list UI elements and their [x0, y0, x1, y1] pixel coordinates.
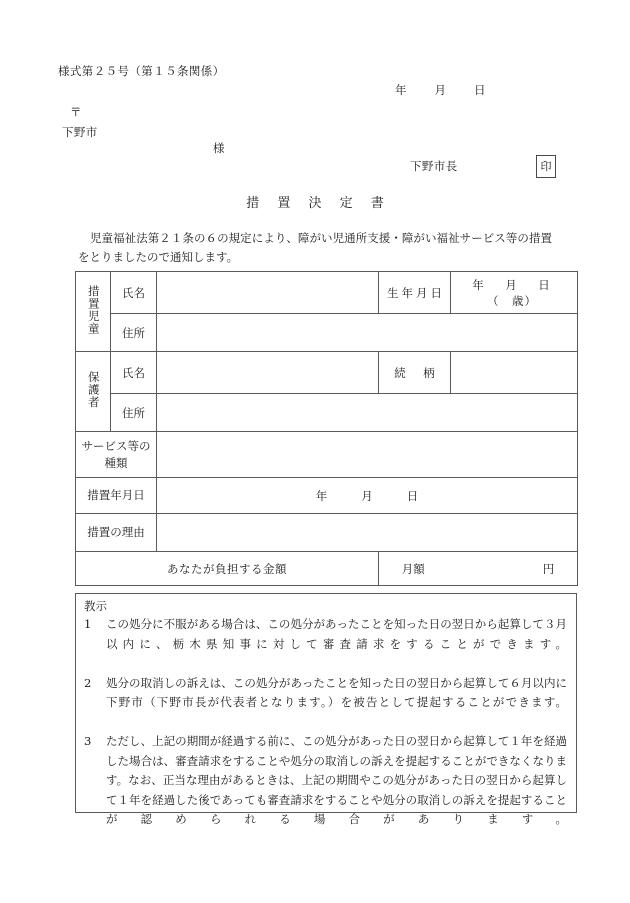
child-section-label-text: 措置児童: [86, 285, 101, 335]
recipient-honorific: 様: [213, 141, 225, 155]
service-kind-label-line2: 種類: [104, 455, 128, 470]
child-birth-field[interactable]: [451, 272, 578, 314]
table-row: [76, 432, 578, 478]
service-kind-label: [76, 432, 157, 478]
date-month-label: 月: [434, 83, 446, 97]
notice-item-text: この処分に不服がある場合は、この処分があったことを知った日の翌日から起算して３月以内に、栃木県知事に対して審査請求をすることができます。: [106, 617, 567, 651]
notice-item-number: 3: [84, 734, 92, 748]
guardian-section-label-text: 保護者: [86, 371, 101, 409]
seal-box: 印: [536, 155, 556, 178]
table-row: [76, 314, 578, 352]
postal-code-mark: 〒: [70, 105, 82, 119]
table-row: [76, 478, 578, 514]
notice-item: [84, 674, 567, 733]
guardian-address-field[interactable]: [157, 394, 578, 432]
notice-item-text: 処分の取消しの訴えは、この処分があったことを知った日の翌日から起算して６月以内に下野市（下野市長が代表者となります。）を被告として提起することができます。: [106, 675, 567, 709]
child-name-label: 氏名: [111, 272, 157, 314]
notice-item-number: 1: [84, 617, 92, 631]
service-kind-label-line1: サービス等の: [81, 438, 151, 453]
measure-date-field[interactable]: [157, 478, 578, 514]
service-kind-field[interactable]: [157, 432, 578, 478]
recipient-city: 下野市: [62, 125, 98, 139]
issuer-mayor: 下野市長: [410, 159, 458, 173]
child-birth-label: 生年月日: [379, 272, 451, 314]
table-row: [76, 272, 578, 314]
table-row: [76, 552, 578, 586]
measure-date-year: 年: [315, 488, 328, 503]
issue-date-line: [395, 82, 486, 98]
amount-label: あなたが負担する金額: [76, 552, 379, 586]
measure-date-month: 月: [361, 488, 373, 503]
child-section-label: [76, 272, 111, 352]
table-row: [76, 394, 578, 432]
page-title: 措 置 決 定 書: [246, 196, 391, 211]
guardian-address-label: 住所: [111, 394, 157, 432]
measure-date-day: 日: [406, 488, 419, 503]
child-address-label: 住所: [111, 314, 157, 352]
notice-item-text: ただし、上記の期間が経過する前に、この処分があった日の翌日から起算して１年を経過した場合は、審査請求をすることや処分の取消しの訴えを提起することができなくなります。なお、正当な理由があるときは、上記の期間やこの処分があった日の翌日から起算して１年を経過した後であっても審査請求をすることや処分の取消しの訴えを提起することが認められる場合があります。: [106, 734, 567, 826]
guardian-section-label: [76, 352, 111, 432]
guardian-relation-field[interactable]: [451, 352, 578, 394]
notice-box: [75, 593, 577, 826]
table-row: [76, 352, 578, 394]
birth-ymd-line: 年 月 日: [472, 277, 555, 292]
birth-age-line: （ 歳）: [487, 293, 537, 308]
date-day-label: 日: [474, 83, 486, 97]
child-address-field[interactable]: [157, 314, 578, 352]
intro-paragraph: 児童福祉法第２１条の６の規定により、障がい児通所支援・障がい福祉サービス等の措置をとりましたので通知します。: [78, 231, 552, 264]
notice-item: [84, 732, 567, 849]
amount-unit-label: 円: [542, 561, 555, 576]
amount-field[interactable]: [379, 552, 578, 586]
child-name-field[interactable]: [157, 272, 379, 314]
notice-item: [84, 615, 567, 674]
guardian-name-field[interactable]: [157, 352, 379, 394]
measure-reason-label: 措置の理由: [76, 514, 157, 552]
measure-date-label: 措置年月日: [76, 478, 157, 514]
date-year-label: 年: [395, 83, 407, 97]
measure-reason-field[interactable]: [157, 514, 578, 552]
notice-title: 教示: [84, 599, 107, 613]
notice-item-number: 2: [84, 675, 92, 690]
form-number: 様式第２５号（第１５条関係）: [58, 64, 225, 78]
guardian-relation-label: 続 柄: [379, 352, 451, 394]
table-row: [76, 514, 578, 552]
measure-details-table: [75, 271, 578, 586]
guardian-name-label: 氏名: [111, 352, 157, 394]
amount-monthly-label: 月額: [401, 561, 425, 576]
